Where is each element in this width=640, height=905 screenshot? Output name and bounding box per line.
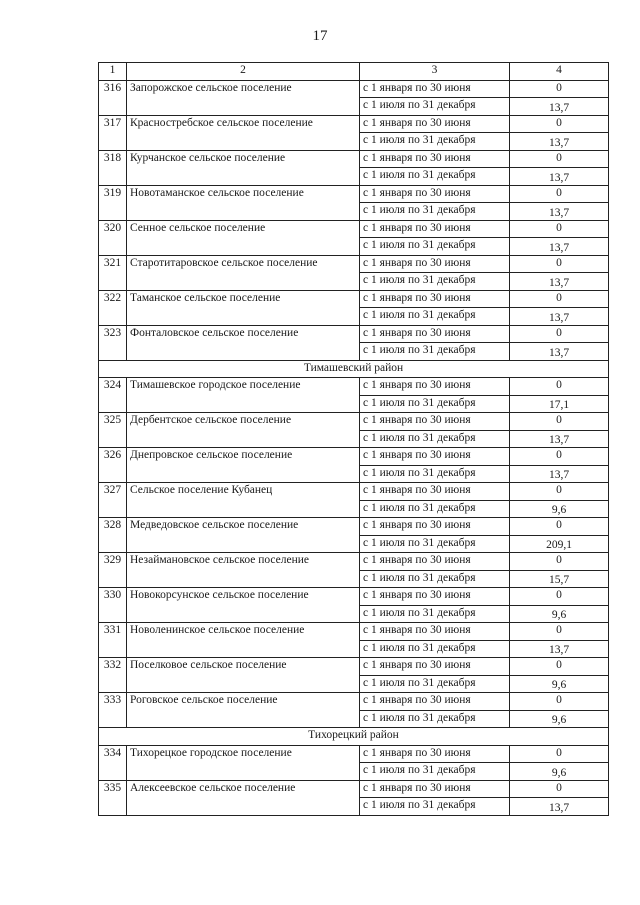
table-row: [99, 80, 609, 98]
row-number: 335: [99, 780, 127, 815]
page-number: 17: [312, 28, 328, 44]
header-cell-4: 4: [510, 63, 609, 81]
value-second-half: 9,6: [510, 763, 609, 781]
settlement-name: Новотаманское сельское поселение: [127, 185, 360, 220]
value-first-half: 0: [510, 115, 609, 133]
value-first-half: 0: [510, 588, 609, 606]
value-first-half: 0: [510, 483, 609, 501]
value-second-half: 13,7: [510, 168, 609, 186]
settlement-name: Старотитаровское сельское поселение: [127, 255, 360, 290]
value-second-half: 13,7: [510, 798, 609, 816]
value-second-half: 13,7: [510, 98, 609, 116]
table-header-row: [99, 63, 609, 81]
value-first-half: 0: [510, 553, 609, 571]
table-row: [99, 588, 609, 606]
period-first-half: с 1 января по 30 июня: [360, 80, 510, 98]
header-cell-2: 2: [127, 63, 360, 81]
table-row: [99, 220, 609, 238]
period-first-half: с 1 января по 30 июня: [360, 115, 510, 133]
row-number: 333: [99, 693, 127, 728]
settlement-name: Таманское сельское поселение: [127, 290, 360, 325]
row-number: 331: [99, 623, 127, 658]
settlement-name: Медведовское сельское поселение: [127, 518, 360, 553]
period-second-half: с 1 июля по 31 декабря: [360, 343, 510, 361]
table-row: [99, 413, 609, 431]
header-cell-1: 1: [99, 63, 127, 81]
period-first-half: с 1 января по 30 июня: [360, 448, 510, 466]
value-first-half: 0: [510, 658, 609, 676]
row-number: 320: [99, 220, 127, 255]
period-second-half: с 1 июля по 31 декабря: [360, 640, 510, 658]
region-heading: Тихорецкий район: [99, 728, 609, 746]
settlement-name: Роговское сельское поселение: [127, 693, 360, 728]
value-second-half: 13,7: [510, 133, 609, 151]
period-first-half: с 1 января по 30 июня: [360, 483, 510, 501]
period-first-half: с 1 января по 30 июня: [360, 378, 510, 396]
period-second-half: с 1 июля по 31 декабря: [360, 710, 510, 728]
table-row: [99, 448, 609, 466]
value-first-half: 0: [510, 80, 609, 98]
value-first-half: 0: [510, 290, 609, 308]
value-second-half: 17,1: [510, 395, 609, 413]
value-first-half: 0: [510, 448, 609, 466]
value-first-half: 0: [510, 220, 609, 238]
table-row: [99, 150, 609, 168]
period-second-half: с 1 июля по 31 декабря: [360, 98, 510, 116]
value-first-half: 0: [510, 325, 609, 343]
table-row: [99, 290, 609, 308]
settlement-name: Фонталовское сельское поселение: [127, 325, 360, 360]
table-row: [99, 325, 609, 343]
period-second-half: с 1 июля по 31 декабря: [360, 168, 510, 186]
region-heading: Тимашевский район: [99, 360, 609, 378]
row-number: 329: [99, 553, 127, 588]
settlement-name: Новокорсунское сельское поселение: [127, 588, 360, 623]
value-first-half: 0: [510, 745, 609, 763]
row-number: 327: [99, 483, 127, 518]
value-second-half: 13,7: [510, 465, 609, 483]
period-first-half: с 1 января по 30 июня: [360, 413, 510, 431]
period-second-half: с 1 июля по 31 декабря: [360, 798, 510, 816]
table-row: [99, 623, 609, 641]
value-second-half: 9,6: [510, 675, 609, 693]
value-second-half: 9,6: [510, 710, 609, 728]
value-second-half: 13,7: [510, 273, 609, 291]
period-second-half: с 1 июля по 31 декабря: [360, 395, 510, 413]
settlement-name: Красностребское сельское поселение: [127, 115, 360, 150]
period-first-half: с 1 января по 30 июня: [360, 553, 510, 571]
period-first-half: с 1 января по 30 июня: [360, 780, 510, 798]
value-second-half: 13,7: [510, 203, 609, 221]
table-row: [99, 745, 609, 763]
header-cell-3: 3: [360, 63, 510, 81]
period-second-half: с 1 июля по 31 декабря: [360, 238, 510, 256]
period-second-half: с 1 июля по 31 декабря: [360, 465, 510, 483]
value-first-half: 0: [510, 693, 609, 711]
settlement-name: Поселковое сельское поселение: [127, 658, 360, 693]
period-second-half: с 1 июля по 31 декабря: [360, 430, 510, 448]
row-number: 321: [99, 255, 127, 290]
value-second-half: 13,7: [510, 308, 609, 326]
value-first-half: 0: [510, 518, 609, 536]
period-first-half: с 1 января по 30 июня: [360, 623, 510, 641]
value-second-half: 13,7: [510, 640, 609, 658]
period-first-half: с 1 января по 30 июня: [360, 290, 510, 308]
period-second-half: с 1 июля по 31 декабря: [360, 273, 510, 291]
period-first-half: с 1 января по 30 июня: [360, 220, 510, 238]
table-row: [99, 553, 609, 571]
row-number: 323: [99, 325, 127, 360]
table-row: [99, 693, 609, 711]
period-first-half: с 1 января по 30 июня: [360, 325, 510, 343]
region-row: [99, 728, 609, 746]
settlement-name: Сельское поселение Кубанец: [127, 483, 360, 518]
row-number: 330: [99, 588, 127, 623]
tariff-table: [98, 62, 609, 816]
value-first-half: 0: [510, 150, 609, 168]
period-first-half: с 1 января по 30 июня: [360, 255, 510, 273]
period-first-half: с 1 января по 30 июня: [360, 745, 510, 763]
value-second-half: 15,7: [510, 570, 609, 588]
row-number: 332: [99, 658, 127, 693]
row-number: 325: [99, 413, 127, 448]
value-first-half: 0: [510, 623, 609, 641]
table-row: [99, 518, 609, 536]
settlement-name: Днепровское сельское поселение: [127, 448, 360, 483]
value-first-half: 0: [510, 378, 609, 396]
table-row: [99, 483, 609, 501]
period-first-half: с 1 января по 30 июня: [360, 588, 510, 606]
settlement-name: Незаймановское сельское поселение: [127, 553, 360, 588]
value-second-half: 209,1: [510, 535, 609, 553]
value-first-half: 0: [510, 780, 609, 798]
tariff-table-body: [99, 63, 609, 816]
settlement-name: Новоленинское сельское поселение: [127, 623, 360, 658]
region-row: [99, 360, 609, 378]
table-row: [99, 255, 609, 273]
settlement-name: Запорожское сельское поселение: [127, 80, 360, 115]
row-number: 317: [99, 115, 127, 150]
period-first-half: с 1 января по 30 июня: [360, 518, 510, 536]
value-second-half: 13,7: [510, 238, 609, 256]
row-number: 324: [99, 378, 127, 413]
value-second-half: 13,7: [510, 430, 609, 448]
table-row: [99, 780, 609, 798]
value-second-half: 13,7: [510, 343, 609, 361]
period-second-half: с 1 июля по 31 декабря: [360, 605, 510, 623]
value-second-half: 9,6: [510, 605, 609, 623]
value-first-half: 0: [510, 255, 609, 273]
row-number: 322: [99, 290, 127, 325]
period-second-half: с 1 июля по 31 декабря: [360, 500, 510, 518]
row-number: 319: [99, 185, 127, 220]
settlement-name: Курчанское сельское поселение: [127, 150, 360, 185]
period-second-half: с 1 июля по 31 декабря: [360, 675, 510, 693]
value-second-half: 9,6: [510, 500, 609, 518]
period-first-half: с 1 января по 30 июня: [360, 185, 510, 203]
period-first-half: с 1 января по 30 июня: [360, 693, 510, 711]
period-second-half: с 1 июля по 31 декабря: [360, 203, 510, 221]
value-first-half: 0: [510, 185, 609, 203]
row-number: 326: [99, 448, 127, 483]
row-number: 328: [99, 518, 127, 553]
row-number: 318: [99, 150, 127, 185]
period-second-half: с 1 июля по 31 декабря: [360, 535, 510, 553]
period-first-half: с 1 января по 30 июня: [360, 150, 510, 168]
table-row: [99, 115, 609, 133]
period-first-half: с 1 января по 30 июня: [360, 658, 510, 676]
period-second-half: с 1 июля по 31 декабря: [360, 763, 510, 781]
table-row: [99, 378, 609, 396]
period-second-half: с 1 июля по 31 декабря: [360, 308, 510, 326]
settlement-name: Сенное сельское поселение: [127, 220, 360, 255]
table-row: [99, 185, 609, 203]
settlement-name: Дербентское сельское поселение: [127, 413, 360, 448]
row-number: 334: [99, 745, 127, 780]
settlement-name: Алексеевское сельское поселение: [127, 780, 360, 815]
row-number: 316: [99, 80, 127, 115]
table-row: [99, 658, 609, 676]
settlement-name: Тихорецкое городское поселение: [127, 745, 360, 780]
period-second-half: с 1 июля по 31 декабря: [360, 133, 510, 151]
period-second-half: с 1 июля по 31 декабря: [360, 570, 510, 588]
value-first-half: 0: [510, 413, 609, 431]
settlement-name: Тимашевское городское поселение: [127, 378, 360, 413]
